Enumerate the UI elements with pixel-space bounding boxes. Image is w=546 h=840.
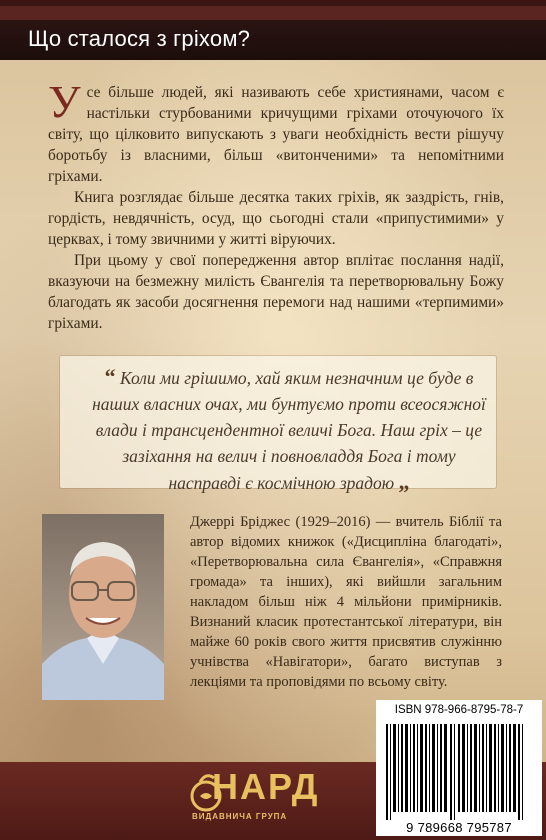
barcode xyxy=(376,720,542,836)
quote-text: Коли ми грішимо, хай яким незначним це буде в наших власних очах, ми бунтуємо проти всеосяжної влади і трансцендентної величі Бога. Наш гріх – це зазіхання на велич і повновладдя Бога і тому насправді є космічною зрадою xyxy=(92,368,486,493)
quote xyxy=(84,364,494,496)
page-title: Що сталося з гріхом? xyxy=(28,26,251,51)
author-bio xyxy=(190,512,502,692)
author-photo xyxy=(42,514,164,700)
author-portrait-image xyxy=(42,514,164,700)
barcode-icon xyxy=(376,720,542,820)
barcode-digits: 9 789668 795787 xyxy=(376,820,542,836)
description xyxy=(48,76,504,334)
publisher-name: НАРД xyxy=(212,766,320,807)
quote-close-mark: „ xyxy=(398,469,410,494)
top-strip xyxy=(0,0,546,6)
description-paragraph-1: Усе більше людей, які називають себе християнами, часом є настільки стурбованими кричущими гріхами оточуючого їх світу, що цілковито випускають з уваги необхідність вести рішучу боротьбу із власними, більш «витонченими» та непомітними гріхами. xyxy=(48,76,504,185)
isbn-label: ISBN 978-966-8795-78-7 xyxy=(376,700,542,720)
description-paragraph-2: Книга розглядає більше десятка таких гріхів, як заздрість, гнів, гордість, невдячність, осуд, що сьогодні стали «припустимими» у церквах, і тому звичними у житті віруючих. xyxy=(48,189,504,248)
quote-open-mark: “ xyxy=(104,364,116,389)
dropcap: У xyxy=(48,76,81,127)
description-paragraph-3: При цьому у свої попередження автор вплітає послання надії, вказуючи на безмежну милість Євангелія та перетворювальну Божу благодать як засоби досягнення перемоги над нашими «терпимими» гріхами. xyxy=(48,252,504,332)
publisher-subtitle: ВИДАВНИЧА ГРУПА xyxy=(192,812,288,821)
author-bio-text: Джеррі Бріджес (1929–2016) — вчитель Біблії та автор відомих книжок («Дисципліна благодаті», «Перетворювальна сила Євангелія», «Справжня громада» та інших), які вийшли загальним накладом більш ніж 4 мільйони примірників. Визнаний класик протестантської літератури, він майже 60 років свого життя присвятив служінню учнівства «Навігатори», багато виступав з лекціями та проповідями по всьому світу. xyxy=(190,514,502,690)
